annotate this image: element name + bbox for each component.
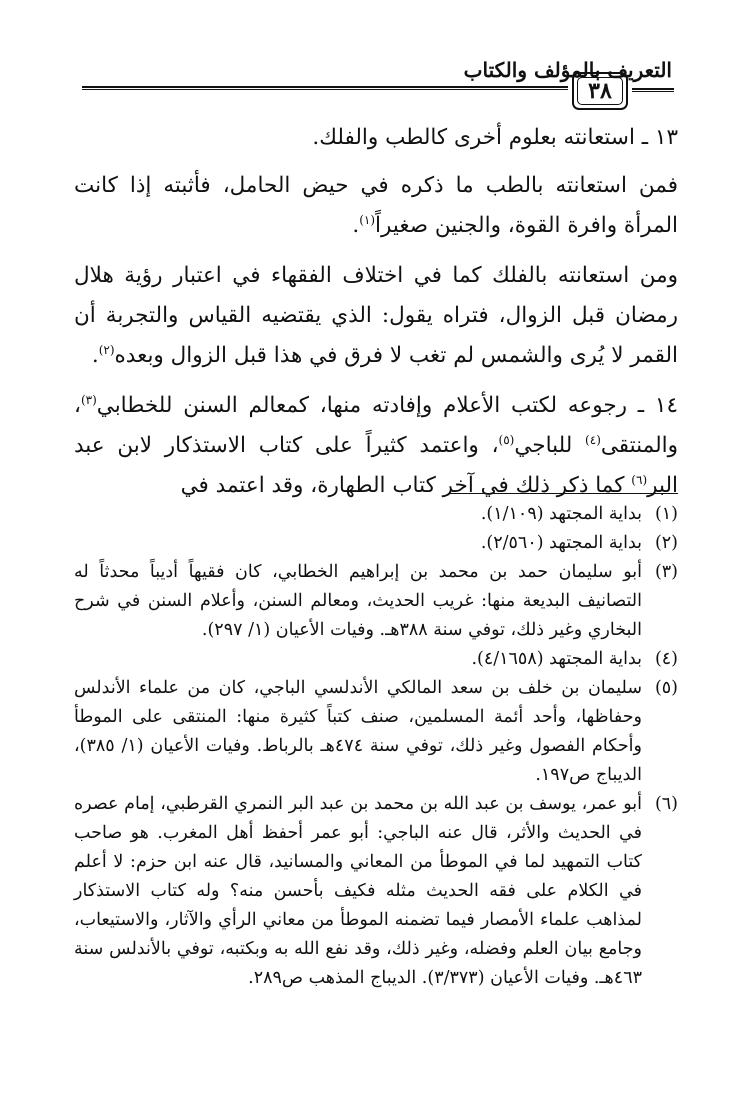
footnote-ref-1: (١) (359, 212, 376, 227)
paragraph-item-13: ١٣ ـ استعانته بعلوم أخرى كالطب والفلك. (312, 125, 678, 150)
footnote-6 (74, 790, 678, 993)
footnote-number: (٤) (654, 649, 678, 669)
footnote-ref-4: (٤) (585, 432, 601, 447)
footnote-ref-3: (٣) (80, 392, 97, 407)
footnote-4 (74, 645, 678, 674)
footnote-text: بداية المجتهد (٢/٥٦٠). (480, 533, 642, 553)
footnote-number: (٥) (654, 678, 678, 698)
paragraph-item-14: ١٤ ـ رجوعه لكتب الأعلام وإفادته منها، كمعالم السنن للخطابي$^{(٣)}$، والمنتقى$^{(٤)}$ للباجي$^{(٥)}$، واعتمد كثيراً على كتاب الاستذكار لابن عبد البر$^{(٦)}$ كما ذكر ذلك في آخر كتاب الطهارة، وقد اعتمد في (74, 392, 678, 498)
page-number-box (572, 72, 628, 110)
footnote-number: (٢) (654, 533, 678, 553)
footnote-text: بداية المجتهد (٤/١٦٥٨). (471, 649, 642, 669)
footnote-number: (١) (654, 504, 678, 524)
paragraph-medicine: فمن استعانته بالطب ما ذكره في حيض الحامل، فأثبته إذا كانت المرأة وافرة القوة، والجنين صغيراً$^{(١)}$. (74, 173, 678, 238)
footnote-ref-6: (٦) (631, 472, 648, 487)
footnote-ref-2: (٢) (98, 342, 115, 357)
footnote-3 (74, 558, 678, 645)
footnote-text: أبو سليمان حمد بن محمد بن إبراهيم الخطابي، كان فقيهاً أديباً محدثاً له التصانيف البديعة منها: غريب الحديث، ومعالم السنن، وأعلام السنن في شرح البخاري وغير ذلك، توفي سنة ٣٨٨هـ. وفيات الأعيان (١/ ٢٩٧). (74, 562, 642, 640)
footnote-5 (74, 674, 678, 790)
footnote-1 (74, 500, 678, 529)
footnote-separator (450, 493, 678, 494)
footnote-2 (74, 529, 678, 558)
footnotes (74, 500, 678, 993)
header-rule-right (632, 88, 674, 92)
footnote-text: أبو عمر، يوسف بن عبد الله بن محمد بن عبد البر النمري القرطبي، إمام عصره في الحديث والأثر، قال عنه الباجي: أبو عمر أحفظ أهل المغرب. هو صاحب كتاب التمهيد لما في الموطأ من المعاني والمسانيد، قال عنه ابن حزم: لا أعلم في الكلام على فقه الحديث مثله فكيف بأحسن منه؟ وله كتاب الاستذكار لمذاهب علماء الأمصار فيما تضمنه الموطأ من معاني الرأي والآثار، والاستيعاب، وجامع بيان العلم وفضله، وغير ذلك، وقد نفع الله به وبكتبه، توفي بالأندلس سنة ٤٦٣هـ. وفيات الأعيان (٣/٣٧٣). الديباج المذهب ص٢٨٩. (74, 794, 642, 988)
footnote-number: (٣) (654, 562, 678, 582)
footnote-text: سليمان بن خلف بن سعد المالكي الأندلسي الباجي، كان من علماء الأندلس وحفاظها، وأحد أئمة المسلمين، صنف كتباً كثيرة منها: المنتقى على الموطأ وأحكام الفصول وغير ذلك، توفي سنة ٤٧٤هـ بالرباط. وفيات الأعيان (١/ ٣٨٥)، الديباج ص١٩٧. (74, 678, 642, 785)
header-rule (82, 86, 568, 90)
paragraph-astronomy: ومن استعانته بالفلك كما في اختلاف الفقهاء في اعتبار رؤية هلال رمضان قبل الزوال، فتراه يقول: الذي يقتضيه القياس والتجربة أن القمر لا يُرى والشمس لم تغب لا فرق في هذا قبل الزوال وبعده$^{(٢)}$. (74, 263, 678, 368)
footnote-ref-5: (٥) (498, 432, 515, 447)
footnote-text: بداية المجتهد (١/١٠٩). (480, 504, 642, 524)
main-text (74, 118, 678, 516)
footnote-number: (٦) (654, 794, 678, 814)
page-number: ٣٨ (577, 77, 623, 105)
running-header-title: التعريف بالمؤلف والكتاب (463, 58, 672, 82)
